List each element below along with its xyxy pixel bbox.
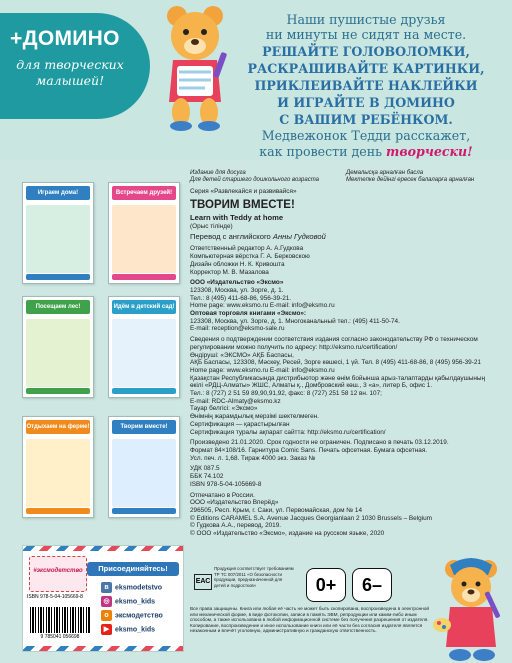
book-scene [112,319,176,387]
social-vk[interactable]: в eksmodetstvo [101,582,181,594]
teddy-bear-illustration [157,2,233,132]
eac-mark: ЕАС [194,574,212,590]
domino-subtitle: для творческих малышей! [16,57,124,88]
book-footer [26,388,90,394]
youtube-icon: ▶ [101,624,112,635]
age-rating-0plus: 0+ [306,568,346,602]
translation-line: Перевод с английского Анны Гудковой [190,232,326,242]
book-title-main: ТВОРИМ ВМЕСТЕ! [190,198,295,211]
hashtag-stamp: #эксмодетство [29,556,87,592]
promo-bold-3: ПРИКЛЕИВАЙТЕ НАКЛЕЙКИ [254,78,478,93]
book-title: Встречаем друзей! [112,186,176,200]
social-instagram[interactable]: ◎ eksmo_kids [101,596,181,608]
barcode-bars [30,607,90,633]
promo-line-2: ни минуты не сидят на месте. [265,27,467,42]
social-youtube[interactable]: ▶ eksmo_kids [101,624,181,636]
book-footer [26,274,90,280]
promo-line-3: Медвежонок Тедди расскажет, [261,128,471,143]
book-title: Играем дома! [26,186,90,200]
barcode [27,604,93,644]
promo-bold-4: И ИГРАЙТЕ В ДОМИНО [277,95,455,110]
book-cover-2 [108,182,180,284]
certification-text: Продукция соответствует требованиям ТР ТС 007/2011 «О безопасности продукции, предназначенной для детей и подростков» [214,566,294,588]
book-footer [112,274,176,280]
book-scene [112,205,176,273]
teddy-bear-painter-illustration [432,555,512,663]
ok-icon: о [101,610,112,621]
promo-bold-1: РЕШАЙТЕ ГОЛОВОЛОМКИ, [262,44,470,59]
instagram-icon: ◎ [101,596,112,607]
join-banner: Присоединяйтесь! [87,562,179,576]
promo-bold-5: С ВАШИМ РЕБЁНКОМ. [279,112,453,127]
book-title: Творим вместе! [112,420,176,434]
airmail-stripe [23,546,183,551]
age-rating-6: 6– [352,568,392,602]
book-title: Посещаем лес! [26,300,90,314]
book-cover-3 [22,296,94,398]
book-scene [26,319,90,387]
airmail-stripe [23,646,183,651]
rights-notice: Все права защищены. Книга или любая её часть не может быть скопирована, воспроизведена в электронной или механической форме, в виде фотокопии, записи в память ЭВМ, репродукции или каким-либо иным способом, а также использована в любой информационной системе без получения разрешения от издателя. Копирование, воспроизведение и иное использование книги или её части без согласия издателя является незаконным и влечёт уголовную, административную и гражданскую ответственность. [190,606,429,634]
barcode-digits: 9 785041 056698 [40,634,80,640]
promo-bold-2: РАСКРАШИВАЙТЕ КАРТИНКИ, [247,61,485,76]
vk-icon: в [101,582,112,593]
book-footer [112,388,176,394]
book-cover-1 [22,182,94,284]
promo-accent: творчески! [386,144,473,159]
series-line: Серия «Развлекайся и развивайся» [190,188,297,195]
promo-text [226,12,506,159]
domino-badge [0,13,150,119]
book-footer [26,508,90,514]
promo-line-1: Наши пушистые друзья [286,12,446,27]
book-cover-4 [108,296,180,398]
book-title: Идём в детский сад! [112,300,176,314]
language-note: (Орыс тілінде) [190,222,233,230]
book-title: Отдыхаем на ферме! [26,420,90,434]
book-scene [26,439,90,507]
promo-line-4: как провести день творчески! [259,144,473,159]
book-cover-6 [108,416,180,518]
imprint-block: Серия «Развлекайся и развивайся» ТВОРИМ ВМЕСТЕ! Learn with Teddy at home (Орыс тілінде) Перевод с английского Анны Гудковой Ответственный редактор А. А.Гудкова Компьютерная вёрстка Г. А. Берковскою Дизайн обложки Н. К. Кривошта Корректор М. В. Мазалова ООО «Издательство «Эксмо» 123308, Москва, ул. Зорге, д. 1. Тел.: 8 (495) 411-68-86, 956-39-21. Home page: www.eksmo.ru E-mail: info@eksmo.ru Оптовая торговля книгами «Эксмо»: 123308, Москва, ул. Зорге, д. 1. Многоканальный тел.: (495) 411-50-74. E-mail: reception@eksmo-sale.ru Сведения о подтверждении соответствия издания согласно законодательству РФ о техническом регулировании можно получить по адресу: http://eksmo.ru/certification/ Өндіруші: «ЭКСМО» АҚБ Баспасы, АҚБ Баспасы, 123308, Мәскеу, Ресей, Зорге көшесі, 1 үй. Тел. 8 (495) 411-68-86, 8 (495) 956-39-21 Home page: www.eksmo.ru E-mail: info@eksmo.ru Қазақстан Республикасында дистрибьютор және өнім бойынша арыз-талаптарды қабылдаушының өкілі «РДЦ-Алматы» ЖШС, Алматы қ., Домбровский көш., 3 «а», литер Б, офис 1. Тел.: 8 (727) 2 51 59 89,90,91,92, факс: 8 (727) 251 58 12 вн. 107; E-mail: RDC-Almaty@eksmo.kz Тауар белгісі: «Эксмо» Өнімнің жарамдылық мерзімі шектелмеген. Сертификация — қарастырылған Сертификация туралы ақпарат сайтта: http://eksmo.ru/certification/ Произведено 21.01.2020. Срок годности не ограничен. Подписано в печать 03.12.2019. Формат 84×108/16. Гарнитура Comic Sans. Печать офсетная. Бумага офсетная. Усл. печ. л. 1,68. Тираж 4000 экз. Заказ № УДК 087.5 ББК 74.102 ISBN 978-5-04-105669-8 Отпечатано в России. ООО «Издательство Вперёд» 296505, Респ. Крым, г. Саки, ул. Первомайская, дом № 14 © Editions CARAMEL S.A. Avenue Jacques Georgianlaan 2 1030 Brussels – Belgium © Гудкова А.А., перевод, 2019. © ООО «Издательство «Эксмо», издание на русском языке, 2020 [190,188,506,538]
social-ok[interactable]: о эксмодетство [101,610,181,622]
book-scene [112,439,176,507]
book-scene [26,205,90,273]
domino-title: +ДОМИНО [10,27,120,50]
isbn-text: ISBN 978-5-04-105669-8 [27,594,83,600]
book-cover-5 [22,416,94,518]
social-card [22,545,184,652]
book-title-en: Learn with Teddy at home [190,212,284,222]
book-footer [112,508,176,514]
